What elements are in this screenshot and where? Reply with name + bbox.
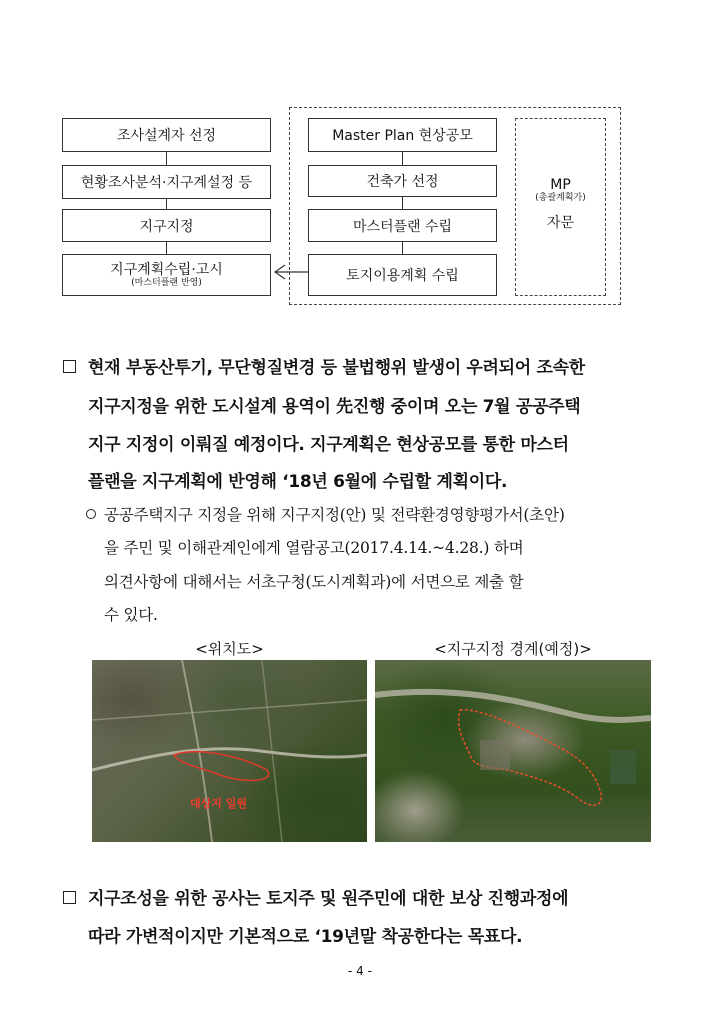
sub-paragraph-line: 공공주택지구 지정을 위해 지구지정(안) 및 전략환경영향평가서(초안) — [104, 506, 565, 524]
flow-box-label: 현황조사분석·지구계설정 등 — [80, 175, 253, 191]
connector-line — [402, 197, 403, 209]
checkbox-bullet-square — [63, 891, 76, 904]
connector-line — [402, 152, 403, 165]
checkbox-bullet-square — [63, 360, 76, 373]
flow-box-note: (마스터플랜 반영) — [131, 277, 202, 288]
flow-box-label: 마스터플랜 수립 — [352, 218, 453, 235]
figure-caption-location: <위치도> — [195, 640, 264, 658]
flow-box-district-plan — [62, 254, 271, 296]
paragraph-line: 현재 부동산투기, 무단형질변경 등 불법행위 발생이 우려되어 조속한 — [88, 358, 585, 378]
mp-title: MP — [550, 177, 571, 193]
connector-line — [166, 242, 167, 254]
paragraph-line: 지구조성을 위한 공사는 토지주 및 원주민에 대한 보상 진행과정에 — [88, 889, 569, 909]
flow-box-label: 지구계획수립·고시 — [110, 261, 223, 278]
figure-caption-boundary: <지구지정 경계(예정)> — [434, 640, 592, 658]
page-number: - 4 - — [348, 964, 372, 978]
mp-label-group — [515, 178, 606, 232]
sub-paragraph-line: 을 주민 및 이해관계인에게 열람공고(2017.4.14.~4.28.) 하며 — [104, 539, 524, 557]
paragraph-line: 지구 지정이 이뤄질 예정이다. 지구계획은 현상공모를 통한 마스터 — [88, 435, 569, 455]
flow-box-land-use — [308, 254, 497, 296]
flow-box-label: 건축가 선정 — [366, 174, 439, 190]
location-map-image — [92, 660, 367, 842]
flow-box-label: Master Plan 현상공모 — [332, 128, 473, 144]
paragraph-line: 지구지정을 위한 도시설계 용역이 先진행 중이며 오는 7월 공공주택 — [88, 397, 581, 417]
map-target-label: 대상지 일원 — [190, 797, 247, 810]
connector-line — [166, 199, 167, 209]
paragraph-line: 플랜을 지구계획에 반영해 ‘18년 6월에 수립할 계획이다. — [88, 472, 508, 492]
connector-line — [402, 242, 403, 254]
flow-box-designation — [62, 209, 271, 242]
flow-box-label: 토지이용계획 수립 — [346, 268, 459, 284]
mp-subtitle: (총괄계획가) — [535, 193, 586, 203]
mp-advice: 자문 — [546, 215, 575, 231]
flow-box-master-plan — [308, 118, 497, 152]
flow-box-masterplan-setup — [308, 209, 497, 242]
sub-paragraph-line: 의견사항에 대해서는 서초구청(도시계획과)에 서면으로 제출 할 — [104, 573, 524, 591]
flow-box-survey — [62, 118, 271, 152]
flow-box-label: 조사설계자 선정 — [116, 128, 217, 144]
sub-paragraph-line: 수 있다. — [104, 606, 158, 624]
flow-box-label: 지구지정 — [139, 218, 194, 235]
flow-box-architect — [308, 165, 497, 197]
flow-box-analysis — [62, 165, 271, 199]
circle-bullet-icon — [86, 509, 96, 519]
paragraph-line: 따라 가변적이지만 기본적으로 ‘19년말 착공한다는 목표다. — [88, 927, 523, 947]
boundary-map-image — [375, 660, 651, 842]
connector-line — [166, 152, 167, 165]
